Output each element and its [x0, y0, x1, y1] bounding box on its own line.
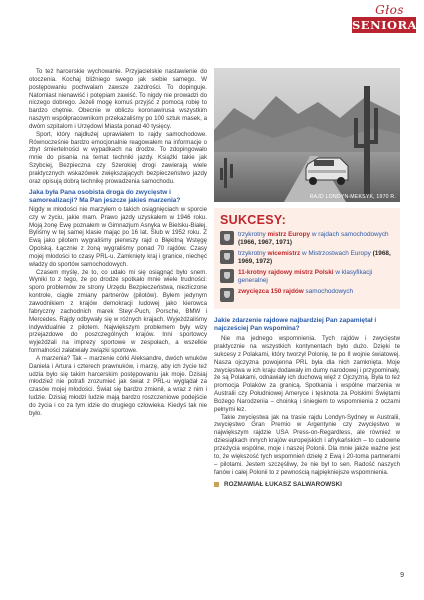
- paragraph: To też harcerskie wychowanie. Przyjacielskie nastawienie do otoczenia. Kochaj bliźniego swego jak siebie samego. W postępowaniu pochwalam zawsze zazdrości. To dopinguje. Natomiast nienawiść i potępiam zawiść. To nigdy nie prowadzi do niczego dobrego. Jeżeli mogę komuś przyjść z pomocą robię to bardzo chętnie. Obecnie w obliczu koronawirusa wszystkim naszym współpracownikom przekazaliśmy po 100 sztuk masek, a dwóm szpitalom i Urzędowi Miasta ponad 40 tysięcy.: [29, 68, 207, 130]
- paragraph: A marzenia? Tak – marzenie córki Aleksandre, dwóch wnuków Daniela i Artura i czterech prawnuków, i marzę, aby ich życie też udzia było się takim harcerskim postępowaniu jak moje. Dzisiaj młodzież nie potrafi zrozumieć jak świat z PRL-u wyglądał za czasów mojej młodości. Świat się bardzo zmienił, a wraz z nim i ludzie. Dzisiaj młodzi ludzie mają bardzo roszczeniowe podejście do życia i co za tym idzie do drugiego człowieka. Kiedyś tak nie było.: [29, 354, 207, 417]
- paragraph: Sport, który najdłużej uprawiałem to rajdy samochodowe. Równocześnie bardzo emocjonalnie reagowałem na informacje o zbyt śmiertelności w wypadkach na drodze. To zdopingowało mnie do pisania na temat techniki jazdy. Książki takie jak Szybciej, Bezpieczna czy Szerokiej drogi zawierają wiele praktycznych wskazówek zwiększających bezpieczeństwo jazdy oraz opisują dobrą technikę prowadzenia samochodu.: [29, 130, 207, 185]
- author-marker-icon: [214, 482, 219, 487]
- success-highlight: mistrz Europy: [267, 231, 311, 238]
- trophy-icon: [220, 288, 234, 302]
- paragraph: Takie zwycięstwa jak na trasie rajdu Londyn-Sydney w Australii, zwycięstwo Gran Premio w Argentynie czy zwycięstwo w największym rajdzie USA Press-on-Regardless, ale również w dziesiątkach innych krajów europejskich i afrykańskich – to cudowne przeżycia wspólne, moje i naszej Polonii. Dla mnie jakże ważne jest to, że większość tych wspomnień dzielę z Ewą i 20-toma partnerami – pilotami. Jestem szczęśliwy, że nie był to sen. Radość naszych fanów i całej Polonii to z pewnością najpiękniejsze wspomnienia.: [214, 413, 400, 476]
- right-column: [214, 68, 400, 488]
- successes-title: SUKCESY:: [220, 213, 287, 227]
- success-highlight: zwycięzca 150 rajdów: [238, 288, 304, 295]
- success-years: (1966, 1967, 1971): [238, 239, 293, 246]
- success-text: trzykrotny: [238, 250, 268, 257]
- left-column: [29, 68, 207, 418]
- author-line: [214, 481, 400, 488]
- page-number: 9: [400, 572, 404, 579]
- rally-photo-image: [214, 68, 400, 202]
- paragraph: Nie ma jednego wspomnienia. Tych rajdów i zwycięstw praktycznie na wszystkich kontynentach było dużo. Dzięki te sukcesy z Polakami, który tworzył Polonię, te po II wojnie światowej. Nasza ojczyzna powojenna PRL była dla nich zamknięta. Moje zwycięstwa w ich kraju dodawały im dumy narodowej i przypominały, że są Polakami, odnawiały ich duchową więź z Ojczyzną. Była to też promocja Polaków za granicą. Spotkania i wspólne marzenia w Australii czy Południowej Ameryce i tęsknota za Polskimi Świętami Bożego Narodzenia – choinką i śniegiem to wspomnienia z oczami pełnymi łez.: [214, 335, 400, 413]
- logo-seniora-text: SENIORA: [352, 18, 417, 32]
- paragraph: Czasem myślę, że to, co udało mi się osiągnąć było snem. Wyniki to z tego, że po drodze spotkało mnie wiele trudności: sporo problemów ze strony Urzędu Bezpieczeństwa, niezliczone kontrole, ciągłe zmiany partnerów (pilotów). Byłem jedynym zawodnikiem z krajów demokracji ludowej jako kierowca fabryczny zachodnich marek Steyr-Puch, Porsche, BMW i Mercedes. Rajdy odbywały się w różnych krajach. Wyjeżdżaliśmy indywidualnie z pilotem. Największym problemem były wizy przejazdowe do poszczególnych krajów. Inni sportowcy wyjeżdżali na imprezy sportowe w zespołach, a wszelkie formalności załatwiały związki sportowe.: [29, 268, 207, 355]
- success-item: [220, 269, 394, 285]
- success-highlight: wicemistrz: [267, 250, 301, 257]
- success-item: [220, 288, 394, 302]
- paragraph: Nigdy w młodości nie marzyłem o takich osiągnięciach w sporcie czy w życiu, jakie mam. Prawo jazdy uzyskałem w 1946 roku. Moją żonę Ewę poznałem w Gimnazjum Asnyka w Bielsku-Białej. Byliśmy w tej samej klasie mając po 16 lat. Ślub w 1952 roku. Z Ewą jako pilotem wygraliśmy pierwszy rajd o Błękitną Wstęgę Opolską. Łącznie z żoną wygraliśmy ponad 70 rajdów. Czasy mojej młodości to czasy PRL-u. Zamknięty kraj i granice, niechęć władzy do sportów samochodowych.: [29, 205, 207, 268]
- trophy-icon: [220, 231, 234, 245]
- page-header: [0, 0, 424, 40]
- success-text: w rajdach samochodowych: [310, 231, 389, 238]
- trophy-icon: [220, 269, 234, 283]
- success-text: w klasyfikacji generalnej: [238, 269, 373, 284]
- logo-glos-text: Głos: [375, 3, 404, 17]
- success-text: w Mistrzostwach Europy: [300, 250, 373, 257]
- rally-photo: [214, 68, 400, 202]
- success-item: [220, 250, 394, 266]
- photo-caption: RAJD LONDYN-MEKSYK, 1970 R.: [309, 194, 396, 200]
- success-highlight: 11-krotny rajdowy mistrz Polski: [238, 269, 334, 276]
- author-name: ROZMAWIAŁ ŁUKASZ SALWAROWSKI: [224, 481, 342, 489]
- success-item: [220, 231, 394, 247]
- success-years: (1968, 1969, 1972): [238, 250, 391, 265]
- magazine-logo: [352, 3, 416, 37]
- question-heading: Jaka była Pana osobista droga do zwycięstw i samorealizacji? Ma Pan jeszcze jakieś marzenia?: [29, 188, 181, 204]
- trophy-icon: [220, 250, 234, 264]
- success-text: samochodowych: [303, 288, 354, 295]
- question-heading: Jakie zdarzenie rajdowe najbardziej Pan zapamiętał i najcześciej Pan wspomina?: [214, 317, 377, 333]
- success-text: trzykrotny: [238, 231, 268, 238]
- successes-box: [214, 208, 400, 309]
